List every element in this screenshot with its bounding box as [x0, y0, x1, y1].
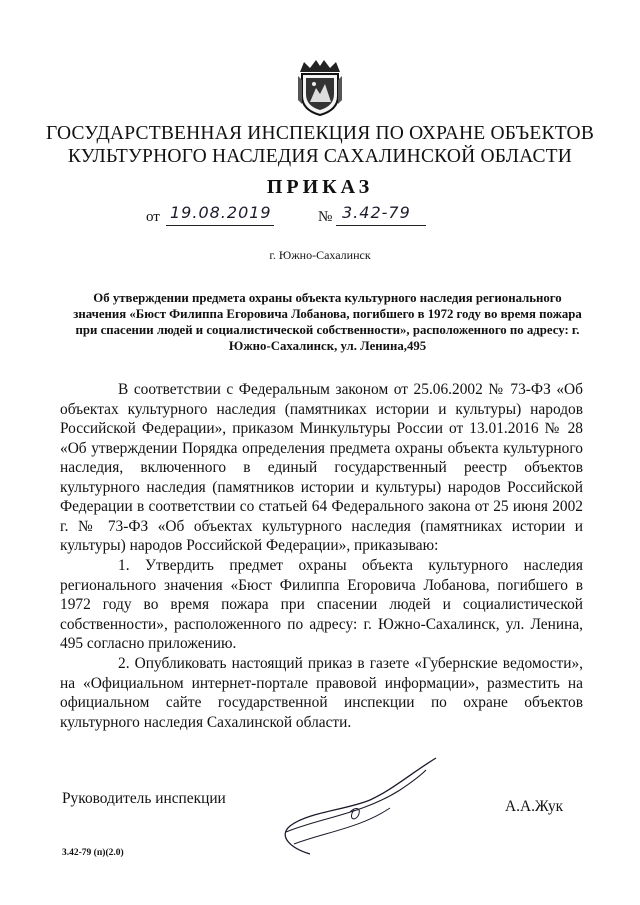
- signatory-position: Руководитель инспекции: [62, 790, 226, 807]
- org-name-line1: ГОСУДАРСТВЕННАЯ ИНСПЕКЦИЯ ПО ОХРАНЕ ОБЪЕКТОВ: [45, 123, 595, 144]
- date-underline: [166, 225, 274, 226]
- city-line: г. Южно-Сахалинск: [269, 248, 371, 262]
- signatory-name: А.А.Жук: [505, 798, 564, 815]
- handwritten-signature: [250, 752, 450, 862]
- order-date: 19.08.2019: [170, 203, 272, 222]
- date-label: от: [146, 209, 160, 225]
- document-code: 3.42-79 (п)(2.0): [62, 848, 124, 858]
- org-name-line2: КУЛЬТУРНОГО НАСЛЕДИЯ САХАЛИНСКОЙ ОБЛАСТИ: [67, 146, 573, 167]
- number-underline: [336, 225, 426, 226]
- order-number: 3.42-79: [342, 203, 411, 222]
- body-paragraph-3: 2. Опубликовать настоящий приказ в газете «Губернские ведомости», на «Официальном интернет-портале правовой информации», разместить на официальном сайте государственной инспекции по охране объектов культурного наследия Сахалинской области.: [60, 655, 583, 731]
- number-label: №: [318, 209, 333, 225]
- body-paragraph-1: В соответствии с Федеральным законом от 25.06.2002 № 73-ФЗ «Об объектах культурного наследия (памятниках истории и культуры) народов Российской Федерации», приказом Минкультуры России от 13.01.2016 № 28 «Об утверждении Порядка определения предмета охраны объекта культурного наследия, включенного в единый государственный реестр объектов культурного наследия (памятников истории и культуры) народов Российской Федерации в соответствии со статьей 64 Федерального закона от 25 июня 2002 г. № 73-ФЗ «Об объектах культурного наследия (памятниках истории и культуры) народов Российской Федерации», приказываю:: [60, 381, 583, 554]
- order-subject: Об утверждении предмета охраны объекта культурного наследия регионального значения «Бюст Филиппа Егоровича Лобанова, погибшего в 1972 году во время пожара при спасении людей и социалистической собственности», расположенного по адресу: г. Южно-Сахалинск, ул. Ленина,495: [73, 291, 582, 353]
- sakhalin-coat-of-arms-icon: [296, 58, 344, 116]
- document-title: ПРИКАЗ: [266, 176, 374, 198]
- body-paragraph-2: 1. Утвердить предмет охраны объекта культурного наследия регионального значения «Бюст Филиппа Егоровича Лобанова, погибшего в 1972 году во время пожара при спасении людей и социалистической собственности», расположенного по адресу: г. Южно-Сахалинск, ул. Ленина, 495 согласно приложению.: [60, 557, 583, 652]
